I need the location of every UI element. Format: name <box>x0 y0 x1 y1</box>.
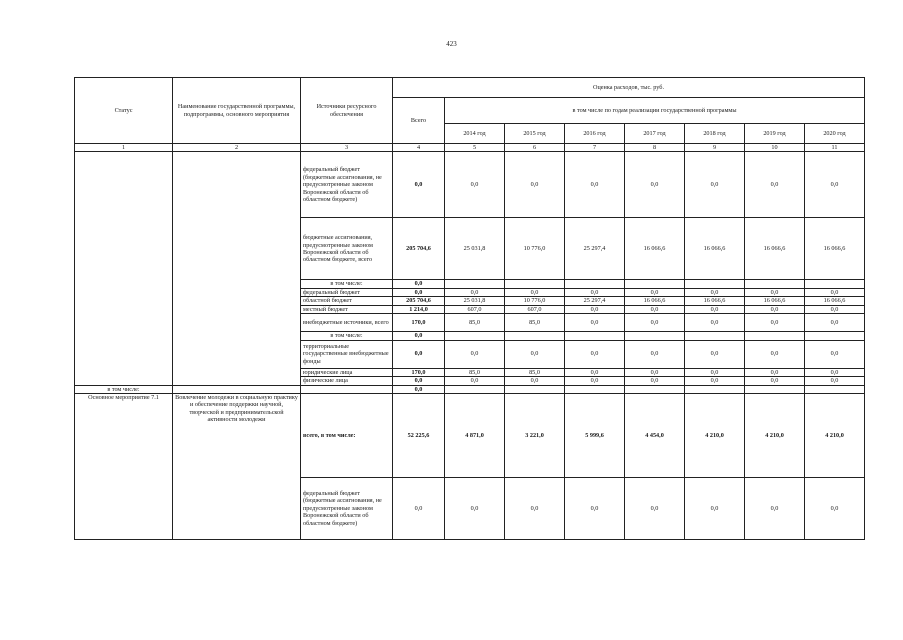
header-year: 2018 год <box>685 124 745 144</box>
year-value-cell: 16 066,6 <box>625 297 685 305</box>
column-number: 5 <box>445 144 505 152</box>
year-value-cell: 0,0 <box>565 288 625 296</box>
year-value-cell: 4 210,0 <box>685 393 745 477</box>
year-value-cell <box>445 385 505 393</box>
year-value-cell: 16 066,6 <box>805 297 865 305</box>
source-cell: в том числе: <box>301 280 393 288</box>
year-value-cell: 16 066,6 <box>685 218 745 280</box>
source-cell: федеральный бюджет (бюджетные ассигнования, не предусмотренные законом Воронежской области об областном бюджете) <box>301 477 393 539</box>
year-value-cell <box>625 280 685 288</box>
source-cell: территориальные государственные внебюджетные фонды <box>301 340 393 368</box>
column-number: 7 <box>565 144 625 152</box>
total-cell: 0,0 <box>393 280 445 288</box>
year-value-cell: 25 031,8 <box>445 297 505 305</box>
year-value-cell: 4 210,0 <box>805 393 865 477</box>
year-value-cell: 0,0 <box>805 305 865 313</box>
year-value-cell: 0,0 <box>805 477 865 539</box>
year-value-cell: 25 297,4 <box>565 218 625 280</box>
year-value-cell: 85,0 <box>445 314 505 332</box>
year-value-cell <box>565 332 625 340</box>
header-status: Статус <box>75 78 173 144</box>
year-value-cell: 0,0 <box>805 288 865 296</box>
total-cell: 52 225,6 <box>393 393 445 477</box>
year-value-cell: 0,0 <box>505 152 565 218</box>
year-value-cell: 0,0 <box>745 477 805 539</box>
year-value-cell: 0,0 <box>625 314 685 332</box>
source-cell: федеральный бюджет <box>301 288 393 296</box>
total-cell: 205 704,6 <box>393 297 445 305</box>
total-cell: 205 704,6 <box>393 218 445 280</box>
source-cell <box>301 385 393 393</box>
year-value-cell: 16 066,6 <box>625 218 685 280</box>
year-value-cell: 0,0 <box>805 340 865 368</box>
year-value-cell: 0,0 <box>745 288 805 296</box>
year-value-cell: 0,0 <box>745 305 805 313</box>
year-value-cell <box>805 332 865 340</box>
year-value-cell <box>505 332 565 340</box>
year-value-cell: 0,0 <box>625 368 685 376</box>
year-value-cell: 0,0 <box>685 152 745 218</box>
year-value-cell: 0,0 <box>685 340 745 368</box>
column-number: 11 <box>805 144 865 152</box>
year-value-cell: 4 210,0 <box>745 393 805 477</box>
year-value-cell <box>565 385 625 393</box>
total-cell: 170,0 <box>393 314 445 332</box>
column-number: 4 <box>393 144 445 152</box>
header-source: Источники ресурсного обеспечения <box>301 78 393 144</box>
year-value-cell: 10 776,0 <box>505 218 565 280</box>
year-value-cell: 0,0 <box>505 377 565 385</box>
year-value-cell: 0,0 <box>745 314 805 332</box>
name-cell <box>173 385 301 393</box>
year-value-cell <box>685 385 745 393</box>
total-cell: 0,0 <box>393 332 445 340</box>
page-number: 423 <box>446 40 457 48</box>
column-number: 9 <box>685 144 745 152</box>
status-cell <box>75 152 173 385</box>
year-value-cell <box>745 332 805 340</box>
year-value-cell: 0,0 <box>565 477 625 539</box>
year-value-cell: 607,0 <box>505 305 565 313</box>
source-cell: областной бюджет <box>301 297 393 305</box>
source-cell: внебюджетные источники, всего <box>301 314 393 332</box>
source-cell: местный бюджет <box>301 305 393 313</box>
column-number: 2 <box>173 144 301 152</box>
total-cell: 0,0 <box>393 152 445 218</box>
year-value-cell <box>685 332 745 340</box>
year-value-cell: 0,0 <box>745 340 805 368</box>
year-value-cell: 0,0 <box>805 377 865 385</box>
year-value-cell <box>445 280 505 288</box>
year-value-cell: 5 999,6 <box>565 393 625 477</box>
name-cell <box>173 152 301 385</box>
column-number: 6 <box>505 144 565 152</box>
year-value-cell: 4 454,0 <box>625 393 685 477</box>
year-value-cell <box>685 280 745 288</box>
year-value-cell: 4 871,0 <box>445 393 505 477</box>
year-value-cell <box>625 385 685 393</box>
table-row <box>75 393 865 477</box>
year-value-cell <box>505 280 565 288</box>
year-value-cell: 0,0 <box>445 340 505 368</box>
year-value-cell: 0,0 <box>745 377 805 385</box>
year-value-cell: 16 066,6 <box>745 218 805 280</box>
year-value-cell: 0,0 <box>805 368 865 376</box>
year-value-cell: 85,0 <box>445 368 505 376</box>
year-value-cell: 0,0 <box>625 305 685 313</box>
year-value-cell: 16 066,6 <box>685 297 745 305</box>
source-cell: физические лица <box>301 377 393 385</box>
year-value-cell: 0,0 <box>445 477 505 539</box>
year-value-cell: 0,0 <box>625 288 685 296</box>
year-value-cell: 0,0 <box>565 368 625 376</box>
year-value-cell: 0,0 <box>445 152 505 218</box>
year-value-cell <box>805 280 865 288</box>
measure-name: Вовлечение молодежи в социальную практику и обеспечение поддержки научной, творческой и предпринимательской активности молодежи <box>173 393 301 539</box>
header-by-years: в том числе по годам реализации государственной программы <box>445 98 865 124</box>
total-cell: 0,0 <box>393 377 445 385</box>
year-value-cell: 0,0 <box>685 377 745 385</box>
year-value-cell <box>625 332 685 340</box>
year-value-cell: 0,0 <box>565 152 625 218</box>
year-value-cell: 0,0 <box>625 477 685 539</box>
year-value-cell: 0,0 <box>445 288 505 296</box>
year-value-cell: 0,0 <box>805 314 865 332</box>
year-value-cell: 0,0 <box>565 314 625 332</box>
column-number: 1 <box>75 144 173 152</box>
year-value-cell: 3 221,0 <box>505 393 565 477</box>
table-row <box>75 385 865 393</box>
year-value-cell: 607,0 <box>445 305 505 313</box>
header-year: 2016 год <box>565 124 625 144</box>
column-number: 8 <box>625 144 685 152</box>
header-name: Наименование государственной программы, подпрограммы, основного мероприятия <box>173 78 301 144</box>
year-value-cell: 0,0 <box>625 340 685 368</box>
table-row <box>75 152 865 218</box>
year-value-cell: 0,0 <box>745 152 805 218</box>
year-value-cell: 0,0 <box>685 314 745 332</box>
year-value-cell: 25 031,8 <box>445 218 505 280</box>
header-total: Всего <box>393 98 445 144</box>
year-value-cell: 0,0 <box>685 477 745 539</box>
header-year: 2020 год <box>805 124 865 144</box>
year-value-cell: 0,0 <box>565 340 625 368</box>
header-year: 2015 год <box>505 124 565 144</box>
year-value-cell: 0,0 <box>805 152 865 218</box>
year-value-cell <box>445 332 505 340</box>
year-value-cell: 0,0 <box>745 368 805 376</box>
year-value-cell: 0,0 <box>625 377 685 385</box>
column-number: 3 <box>301 144 393 152</box>
year-value-cell <box>505 385 565 393</box>
header-estimate: Оценка расходов, тыс. руб. <box>393 78 865 98</box>
year-value-cell <box>805 385 865 393</box>
column-number: 10 <box>745 144 805 152</box>
year-value-cell: 0,0 <box>565 305 625 313</box>
year-value-cell: 0,0 <box>505 477 565 539</box>
year-value-cell: 85,0 <box>505 368 565 376</box>
source-cell: федеральный бюджет (бюджетные ассигнования, не предусмотренные законом Воронежской области об областном бюджете) <box>301 152 393 218</box>
year-value-cell: 0,0 <box>505 340 565 368</box>
year-value-cell: 0,0 <box>505 288 565 296</box>
source-cell: бюджетные ассигнования, предусмотренные законом Воронежской области об областном бюджете, всего <box>301 218 393 280</box>
total-cell: 170,0 <box>393 368 445 376</box>
total-cell: 0,0 <box>393 385 445 393</box>
total-cell: 0,0 <box>393 477 445 539</box>
measure-status: Основное мероприятие 7.1 <box>75 393 173 539</box>
year-value-cell: 0,0 <box>685 288 745 296</box>
year-value-cell: 16 066,6 <box>745 297 805 305</box>
total-cell: 0,0 <box>393 340 445 368</box>
header-year: 2019 год <box>745 124 805 144</box>
source-cell: в том числе: <box>301 332 393 340</box>
year-value-cell: 0,0 <box>565 377 625 385</box>
year-value-cell: 0,0 <box>625 152 685 218</box>
status-cell: в том числе: <box>75 385 173 393</box>
header-year: 2017 год <box>625 124 685 144</box>
year-value-cell <box>745 385 805 393</box>
source-cell: юридические лица <box>301 368 393 376</box>
total-cell: 0,0 <box>393 288 445 296</box>
year-value-cell: 25 297,4 <box>565 297 625 305</box>
year-value-cell: 10 776,0 <box>505 297 565 305</box>
total-cell: 1 214,0 <box>393 305 445 313</box>
header-year: 2014 год <box>445 124 505 144</box>
year-value-cell: 0,0 <box>685 305 745 313</box>
year-value-cell <box>745 280 805 288</box>
year-value-cell: 0,0 <box>685 368 745 376</box>
source-cell: всего, в том числе: <box>301 393 393 477</box>
year-value-cell: 16 066,6 <box>805 218 865 280</box>
year-value-cell: 85,0 <box>505 314 565 332</box>
year-value-cell <box>565 280 625 288</box>
budget-table <box>74 77 865 540</box>
year-value-cell: 0,0 <box>445 377 505 385</box>
